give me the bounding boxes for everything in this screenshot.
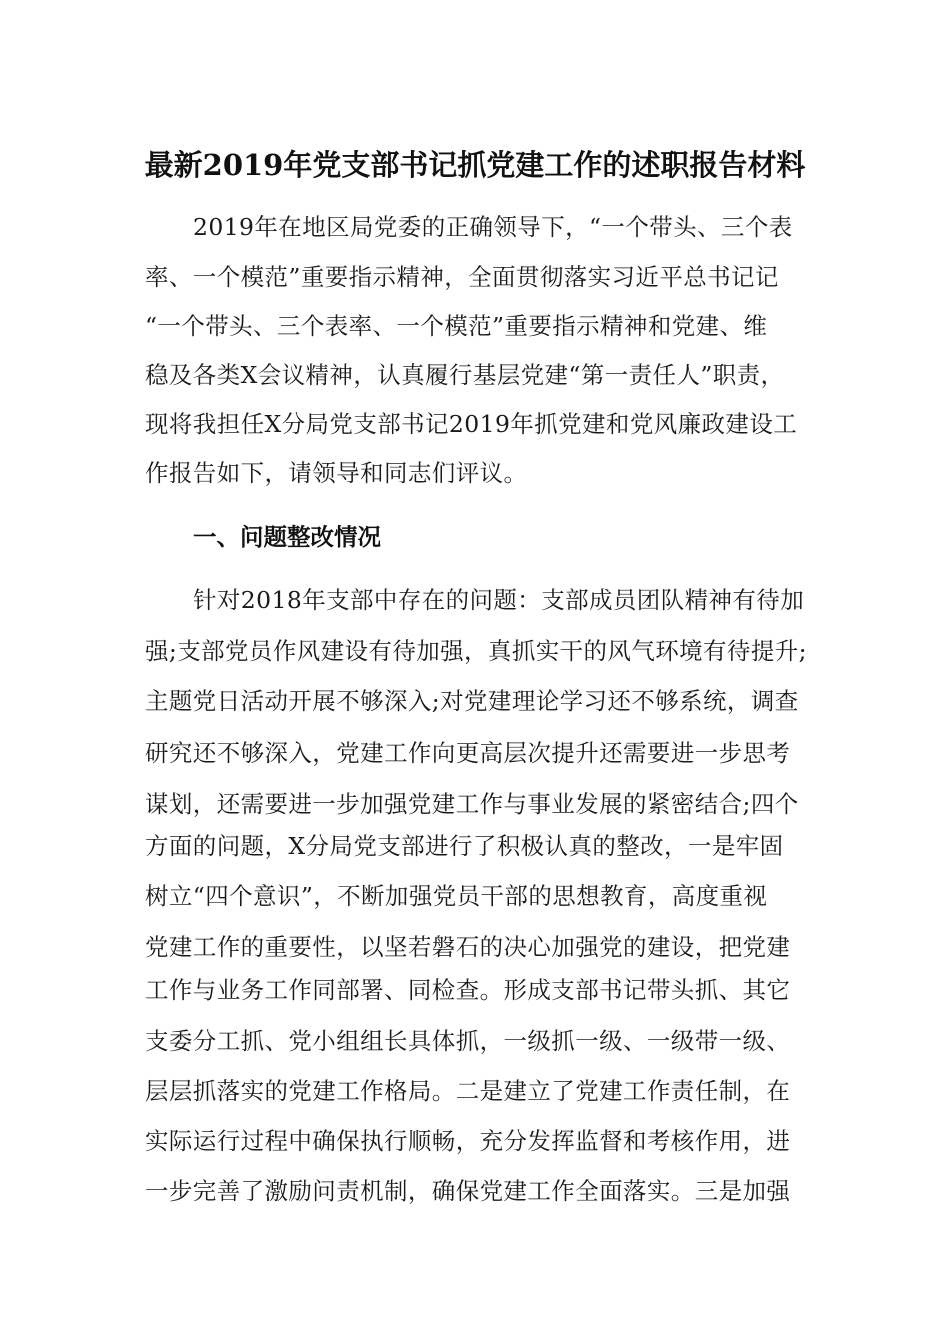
body-line: 谋划，还需要进一步加强党建工作与事业发展的紧密结合;四个: [145, 790, 799, 818]
body-line: 支委分工抓、党小组组长具体抓，一级抓一级、一级带一级、: [145, 1027, 791, 1055]
document-title: 最新2019年党支部书记抓党建工作的述职报告材料: [144, 148, 806, 182]
body-line: 树立“四个意识”，不断加强党员干部的思想教育，高度重视: [145, 882, 768, 910]
body-line: 主题党日活动开展不够深入;对党建理论学习还不够系统，调查: [145, 687, 799, 715]
intro-line: 现将我担任X分局党支部书记2019年抓党建和党风廉政建设工: [145, 410, 798, 438]
intro-line: 作报告如下，请领导和同志们评议。: [145, 459, 528, 487]
body-line: 方面的问题，X分局党支部进行了积极认真的整改，一是牢固: [145, 832, 784, 860]
body-line: 强;支部党员作风建设有待加强，真抓实干的风气环境有待提升;: [145, 637, 807, 665]
intro-line: 2019年在地区局党委的正确领导下，“一个带头、三个表: [193, 213, 793, 241]
body-line: 研究还不够深入，党建工作向更高层次提升还需要进一步思考: [145, 739, 791, 767]
body-line: 一步完善了激励问责机制，确保党建工作全面落实。三是加强: [145, 1177, 791, 1205]
intro-line: 率、一个模范”重要指示精神，全面贯彻落实习近平总书记记: [145, 263, 779, 291]
intro-line: 稳及各类X会议精神，认真履行基层党建“第一责任人”职责，: [145, 361, 785, 389]
body-line: 实际运行过程中确保执行顺畅，充分发挥监督和考核作用，进: [145, 1127, 791, 1155]
body-line: 层层抓落实的党建工作格局。二是建立了党建工作责任制，在: [145, 1077, 791, 1105]
body-line: 针对2018年支部中存在的问题：支部成员团队精神有待加: [193, 586, 805, 614]
intro-line: “一个带头、三个表率、一个模范”重要指示精神和党建、维: [145, 312, 768, 340]
section-heading: 一、问题整改情况: [193, 523, 381, 551]
body-line: 党建工作的重要性，以坚若磐石的决心加强党的建设，把党建: [145, 933, 791, 961]
body-line: 工作与业务工作同部署、同检查。形成支部书记带头抓、其它: [145, 976, 791, 1004]
